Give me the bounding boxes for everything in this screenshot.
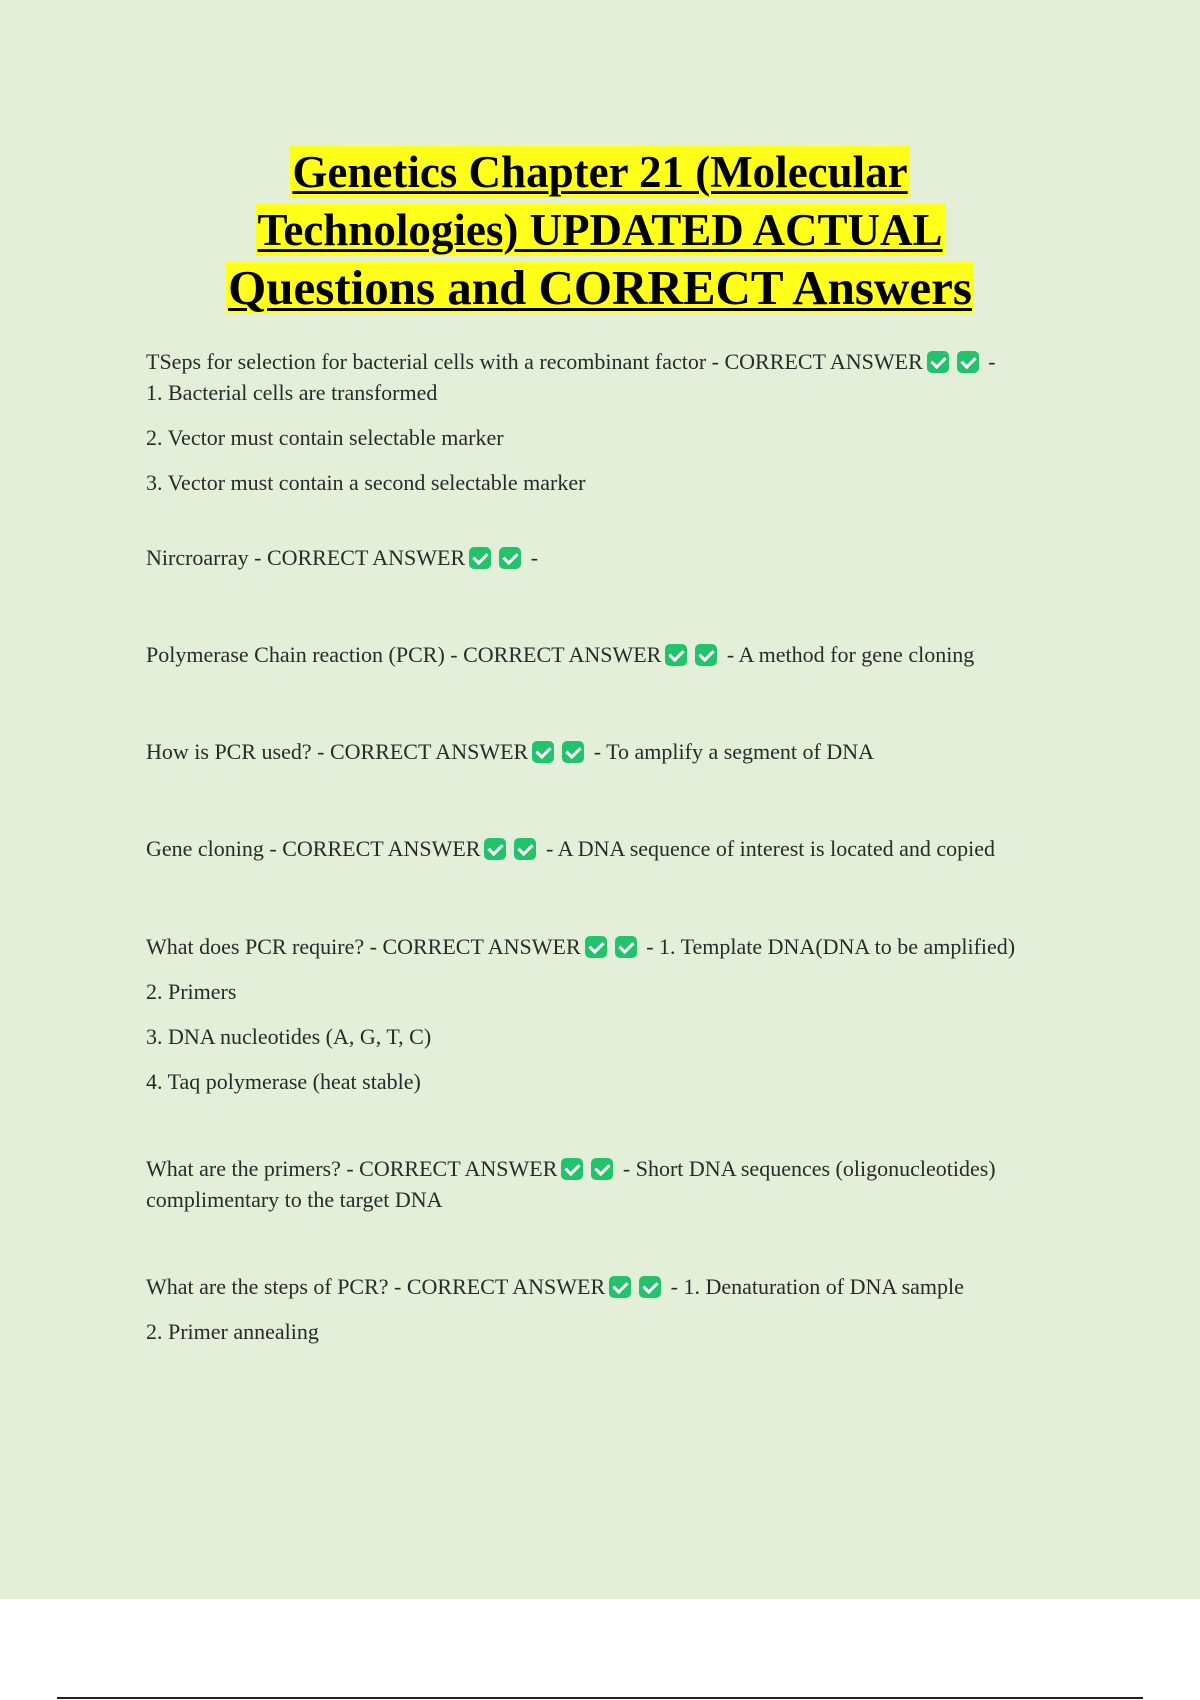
answer-tag: CORRECT ANSWER — [382, 934, 581, 959]
qa-entry — [146, 1271, 1076, 1347]
check-icon — [609, 1276, 631, 1298]
question-text: How is PCR used? - — [146, 739, 330, 764]
document-title — [0, 143, 1200, 317]
check-icon — [561, 1158, 583, 1180]
title-line-2: Technologies) UPDATED ACTUAL — [257, 205, 943, 255]
check-icon — [615, 936, 637, 958]
check-icon — [469, 547, 491, 569]
check-icon — [591, 1158, 613, 1180]
check-icon — [585, 936, 607, 958]
answer-tag: CORRECT ANSWER — [463, 642, 662, 667]
qa-entry — [146, 833, 1076, 864]
question-text: Gene cloning - — [146, 836, 283, 861]
list-item: 2. Primers — [146, 979, 237, 1004]
qa-content — [146, 346, 1076, 1347]
qa-entry — [146, 542, 1076, 573]
divider — [57, 1697, 1143, 1699]
question-text: What are the steps of PCR? - — [146, 1274, 407, 1299]
list-item: 4. Taq polymerase (heat stable) — [146, 1069, 421, 1094]
qa-entry — [146, 639, 1076, 670]
title-line-1: Genetics Chapter 21 (Molecular — [292, 147, 908, 197]
list-item: 3. Vector must contain a second selectable marker — [146, 470, 586, 495]
answer-text: - — [982, 349, 996, 374]
answer-text: - Short DNA sequences (oligonucleotides) complimentary to the target DNA — [146, 1156, 996, 1212]
question-text: What are the primers? - — [146, 1156, 360, 1181]
question-text: What does PCR require? - — [146, 934, 383, 959]
check-icon — [957, 351, 979, 373]
answer-text: 1. Bacterial cells are transformed — [146, 380, 438, 405]
check-icon — [639, 1276, 661, 1298]
check-icon — [532, 741, 554, 763]
check-icon — [927, 351, 949, 373]
answer-tag: CORRECT ANSWER — [724, 349, 923, 374]
qa-entry — [146, 931, 1076, 1097]
answer-text: - — [525, 545, 539, 570]
qa-entry — [146, 346, 1076, 498]
question-text: Polymerase Chain reaction (PCR) - — [146, 642, 464, 667]
answer-text: - 1. Template DNA(DNA to be amplified) — [640, 934, 1016, 959]
answer-text: - A DNA sequence of interest is located and copied — [540, 836, 996, 861]
check-icon — [562, 741, 584, 763]
answer-tag: CORRECT ANSWER — [282, 836, 481, 861]
check-icon — [484, 838, 506, 860]
check-icon — [665, 644, 687, 666]
check-icon — [695, 644, 717, 666]
list-item: 3. DNA nucleotides (A, G, T, C) — [146, 1024, 432, 1049]
question-text: Nircroarray - — [146, 545, 267, 570]
answer-tag: CORRECT ANSWER — [266, 545, 466, 570]
check-icon — [514, 838, 536, 860]
answer-tag: CORRECT ANSWER — [406, 1274, 606, 1299]
answer-tag: CORRECT ANSWER — [329, 739, 529, 764]
qa-entry — [146, 1153, 1076, 1215]
qa-entry — [146, 736, 1076, 767]
answer-text: - 1. Denaturation of DNA sample — [665, 1274, 964, 1299]
answer-text: - To amplify a segment of DNA — [588, 739, 875, 764]
check-icon — [499, 547, 521, 569]
title-line-3: Questions and CORRECT Answers — [228, 260, 972, 315]
question-text: TSeps for selection for bacterial cells with a recombinant factor - — [146, 349, 725, 374]
list-item: 2. Primer annealing — [146, 1319, 319, 1344]
answer-text: - A method for gene cloning — [721, 642, 975, 667]
answer-tag: CORRECT ANSWER — [359, 1156, 558, 1181]
list-item: 2. Vector must contain selectable marker — [146, 425, 504, 450]
